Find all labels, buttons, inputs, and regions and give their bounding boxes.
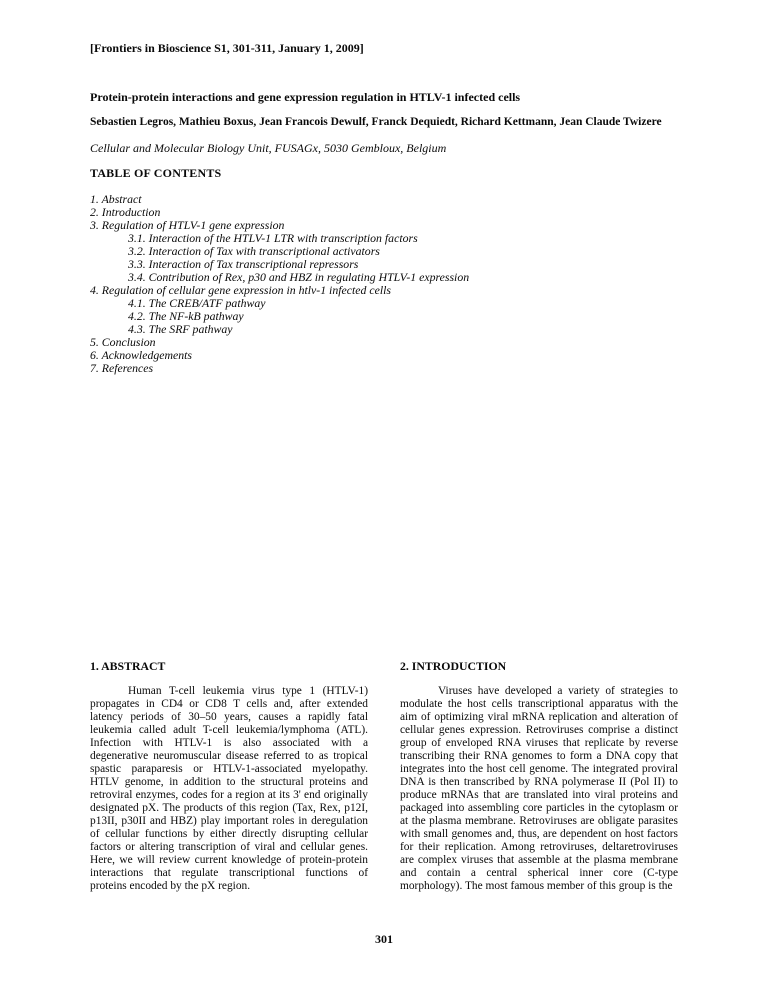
article-title: Protein-protein interactions and gene expression regulation in HTLV-1 infected cells — [90, 90, 521, 104]
toc-heading: TABLE OF CONTENTS — [90, 166, 222, 180]
toc-item-4-3: 4.3. The SRF pathway — [128, 322, 233, 336]
toc-item-references: 7. References — [90, 361, 154, 375]
abstract-heading: 1. ABSTRACT — [90, 659, 166, 673]
abstract-body: Human T-cell leukemia virus type 1 (HTLV-1) propagates in CD4 or CD8 T cells and, after extended latency periods of 30–50 years, causes a rapidly fatal leukemia called adult T-cell leukemia/lymphoma (ATL). Infection with HTLV-1 is also associated with a degenerative neuromuscular disease referred to as tropical spastic paraparesis or HTLV-1-associated myelopathy. HTLV genome, in addition to the structural proteins and retroviral enzymes, codes for a region at its 3' end originally designated pX. The products of this region (Tax, Rex, p12I, p13II, p30II and HBZ) play important roles in deregulation of cellular functions by either directly disrupting cellular factors or altering transcription of viral and cellular genes. Here, we will review current knowledge of protein-protein interactions that regulate transcriptional functions of proteins encoded by the pX region. — [90, 685, 368, 892]
introduction-section — [400, 659, 678, 893]
toc-item-abstract: 1. Abstract — [90, 192, 142, 206]
toc-item-4-2: 4.2. The NF-kB pathway — [128, 309, 244, 323]
toc-item-3-4: 3.4. Contribution of Rex, p30 and HBZ in regulating HTLV-1 expression — [128, 270, 470, 284]
toc-item-acknowledgements: 6. Acknowledgements — [90, 348, 192, 362]
toc-item-3-2: 3.2. Interaction of Tax with transcriptional activators — [128, 244, 380, 258]
journal-citation: [Frontiers in Bioscience S1, 301-311, January 1, 2009] — [90, 41, 364, 55]
table-of-contents — [90, 193, 678, 375]
introduction-heading: 2. INTRODUCTION — [400, 659, 507, 673]
toc-item-regulation-htlv1: 3. Regulation of HTLV-1 gene expression — [90, 218, 285, 232]
page-number: 301 — [375, 932, 393, 946]
toc-item-3-3: 3.3. Interaction of Tax transcriptional repressors — [128, 257, 359, 271]
introduction-body: Viruses have developed a variety of strategies to modulate the host cells transcriptional apparatus with the aim of optimizing viral mRNA replication and alteration of cellular genes expression. Retroviruses comprise a distinct group of enveloped RNA viruses that replicate by reverse transcribing their RNA genomes to form a DNA copy that integrates into the host cell genome. The integrated proviral DNA is then transcribed by RNA polymerase II (Pol II) to produce mRNAs that are translated into viral proteins and packaged into assembling core particles in the cytoplasm or at the plasma membrane. Retroviruses are obligate parasites with small genomes and, thus, are dependent on host factors for their replication. Among retroviruses, deltaretroviruses are complex viruses that assemble at the plasma membrane and contain a central spherical inner core (C-type morphology). The most famous member of this group is the — [400, 685, 678, 892]
two-column-body — [90, 659, 678, 893]
article-affiliation: Cellular and Molecular Biology Unit, FUSAGx, 5030 Gembloux, Belgium — [90, 141, 447, 155]
article-authors: Sebastien Legros, Mathieu Boxus, Jean Francois Dewulf, Franck Dequiedt, Richard Kettmann, Jean Claude Twizere — [90, 116, 662, 128]
toc-item-4-1: 4.1. The CREB/ATF pathway — [128, 296, 266, 310]
abstract-section — [90, 659, 368, 893]
toc-item-conclusion: 5. Conclusion — [90, 335, 156, 349]
toc-item-3-1: 3.1. Interaction of the HTLV-1 LTR with transcription factors — [128, 231, 418, 245]
toc-item-introduction: 2. Introduction — [90, 205, 161, 219]
toc-item-regulation-cellular: 4. Regulation of cellular gene expression in htlv-1 infected cells — [90, 283, 391, 297]
